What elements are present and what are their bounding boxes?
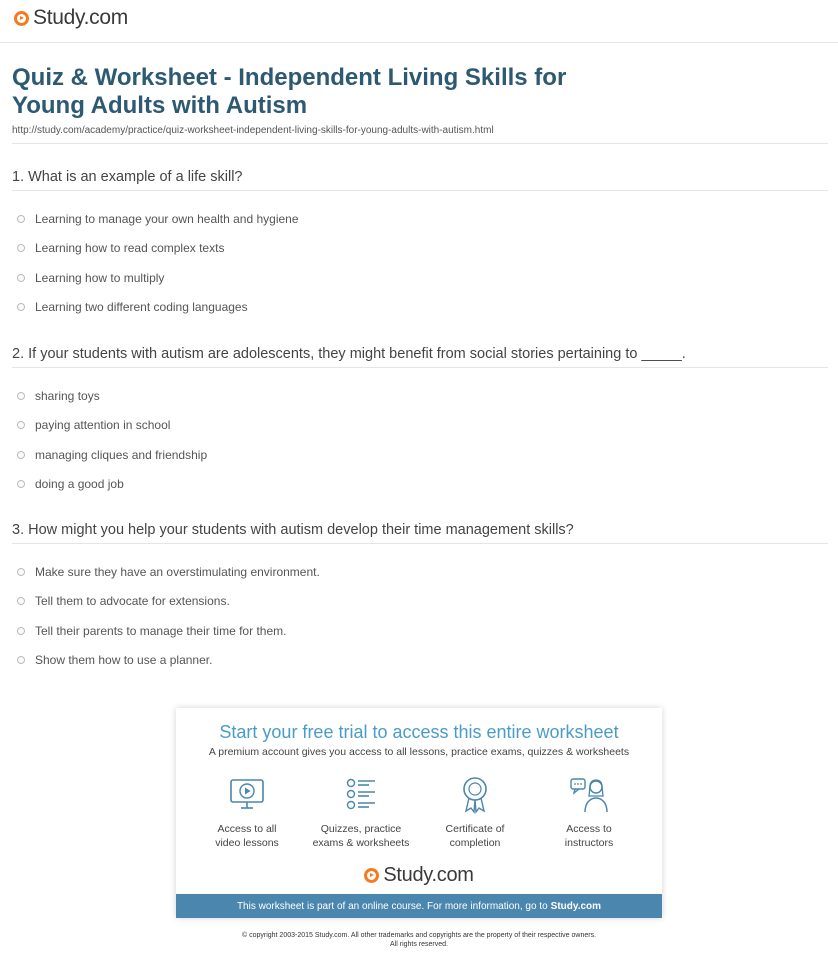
instructor-icon [569, 774, 609, 814]
option-label: Learning how to multiply [35, 271, 165, 285]
option-label: Show them how to use a planner. [35, 653, 213, 667]
question-divider [12, 543, 828, 544]
radio-icon[interactable] [17, 421, 25, 429]
study-logo[interactable] [14, 6, 128, 30]
page-title: Quiz & Worksheet - Independent Living Skills for Young Adults with Autism [12, 64, 567, 119]
free-trial-promo [176, 708, 662, 918]
option-label: Learning to manage your own health and hygiene [35, 212, 299, 226]
answer-option[interactable] [17, 624, 286, 638]
option-label: paying attention in school [35, 418, 171, 432]
copyright-line: © copyright 2003-2015 Study.com. All other trademarks and copyrights are the property of their respective owners. [241, 932, 597, 939]
question-1: 1. What is an example of a life skill? [12, 169, 243, 185]
rights-line: All rights reserved. [390, 941, 448, 948]
feature-instructors [534, 774, 644, 850]
header-divider [0, 42, 838, 43]
option-label: Make sure they have an overstimulating environment. [35, 565, 320, 579]
option-label: managing cliques and friendship [35, 448, 208, 462]
study-com-link[interactable]: Study.com [550, 900, 602, 912]
promo-logo[interactable] [176, 864, 662, 887]
answer-option[interactable] [17, 300, 248, 314]
question-3: 3. How might you help your students with autism develop their time management skills? [12, 522, 574, 538]
radio-icon[interactable] [17, 597, 25, 605]
radio-icon[interactable] [17, 274, 25, 282]
course-info-text: This worksheet is part of an online course. For more information, go to [236, 900, 548, 912]
logo-text: Study.com [33, 6, 128, 29]
feature-quizzes [306, 774, 416, 850]
answer-option[interactable] [17, 653, 212, 667]
feature-label: Certificate of completion [445, 823, 505, 849]
option-label: Tell their parents to manage their time for them. [35, 624, 287, 638]
feature-label: Access to all video lessons [215, 823, 279, 849]
answer-option[interactable] [17, 565, 320, 579]
video-lesson-icon [227, 774, 267, 814]
option-label: sharing toys [35, 389, 100, 403]
radio-icon[interactable] [17, 451, 25, 459]
promo-title[interactable]: Start your free trial to access this entire worksheet [219, 722, 619, 742]
option-label: Learning how to read complex texts [35, 241, 225, 255]
answer-option[interactable] [17, 241, 224, 255]
promo-subtitle: A premium account gives you access to all lessons, practice exams, quizzes & worksheets [208, 746, 630, 758]
radio-icon[interactable] [17, 303, 25, 311]
feature-label: Quizzes, practice exams & worksheets [312, 823, 410, 849]
option-label: Tell them to advocate for extensions. [35, 594, 230, 608]
feature-label: Access to instructors [564, 823, 614, 849]
question-2: 2. If your students with autism are adolescents, they might benefit from social stories pertaining to _____. [12, 346, 686, 362]
radio-icon[interactable] [17, 656, 25, 664]
feature-video-lessons [192, 774, 302, 850]
certificate-icon [455, 774, 495, 814]
quiz-list-icon [341, 774, 381, 814]
copyright-footer [0, 931, 838, 949]
radio-icon[interactable] [17, 215, 25, 223]
radio-icon[interactable] [17, 392, 25, 400]
feature-certificate [420, 774, 530, 850]
radio-icon[interactable] [17, 627, 25, 635]
course-info-bar [176, 894, 662, 918]
radio-icon[interactable] [17, 480, 25, 488]
option-label: Learning two different coding languages [35, 300, 248, 314]
answer-option[interactable] [17, 271, 164, 285]
play-circle-icon [364, 868, 379, 883]
answer-option[interactable] [17, 418, 170, 432]
radio-icon[interactable] [17, 244, 25, 252]
answer-option[interactable] [17, 594, 230, 608]
answer-option[interactable] [17, 212, 299, 226]
answer-option[interactable] [17, 389, 100, 403]
play-circle-icon [14, 11, 29, 26]
title-divider [12, 143, 828, 144]
radio-icon[interactable] [17, 568, 25, 576]
question-divider [12, 190, 828, 191]
logo-text: Study.com [383, 864, 474, 886]
option-label: doing a good job [35, 477, 124, 491]
question-divider [12, 367, 828, 368]
answer-option[interactable] [17, 448, 207, 462]
page-url: http://study.com/academy/practice/quiz-worksheet-independent-living-skills-for-young-adults-with-autism.html [12, 125, 494, 136]
answer-option[interactable] [17, 477, 124, 491]
